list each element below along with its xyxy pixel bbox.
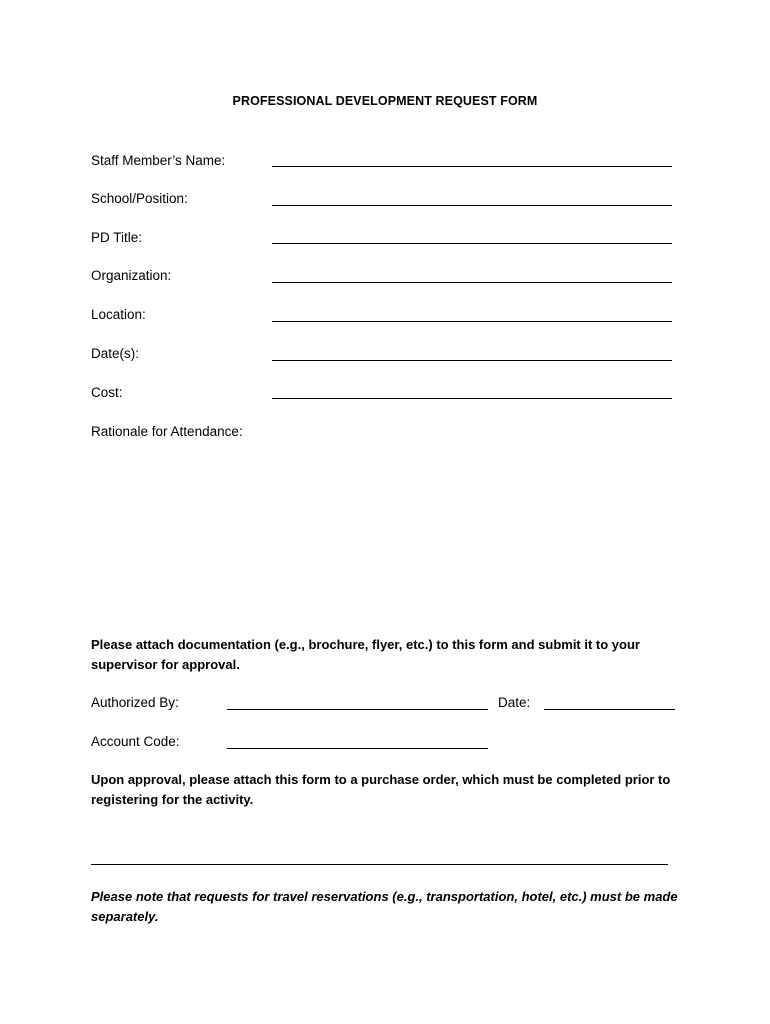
cost-label: Cost: [91, 385, 123, 400]
attach-instruction: Please attach documentation (e.g., brochure, flyer, etc.) to this form and submit it to your supervisor for approval. [91, 637, 640, 672]
organization-field[interactable] [272, 282, 672, 283]
account-code-label: Account Code: [91, 734, 180, 749]
school-position-field[interactable] [272, 205, 672, 206]
form-title: PROFESSIONAL DEVELOPMENT REQUEST FORM [232, 94, 538, 108]
approval-date-label: Date: [498, 695, 531, 710]
account-code-field[interactable] [227, 748, 488, 749]
rationale-area[interactable] [91, 446, 671, 621]
organization-label: Organization: [91, 268, 172, 283]
authorized-by-field[interactable] [227, 709, 488, 710]
authorized-by-label: Authorized By: [91, 695, 179, 710]
approval-instruction: Upon approval, please attach this form to a purchase order, which must be completed prior to registering for the activity. [91, 772, 671, 807]
staff-name-field[interactable] [272, 166, 672, 167]
location-label: Location: [91, 307, 146, 322]
divider-line [91, 864, 668, 865]
travel-note: Please note that requests for travel reservations (e.g., transportation, hotel, etc.) must be made separately. [91, 889, 678, 924]
approval-date-field[interactable] [544, 709, 675, 710]
dates-label: Date(s): [91, 346, 140, 361]
cost-field[interactable] [272, 398, 672, 399]
rationale-label: Rationale for Attendance: [91, 424, 243, 439]
staff-name-label: Staff Member’s Name: [91, 153, 226, 168]
pd-title-label: PD Title: [91, 230, 143, 245]
dates-field[interactable] [272, 360, 672, 361]
pd-title-field[interactable] [272, 243, 672, 244]
location-field[interactable] [272, 321, 672, 322]
school-position-label: School/Position: [91, 191, 188, 206]
